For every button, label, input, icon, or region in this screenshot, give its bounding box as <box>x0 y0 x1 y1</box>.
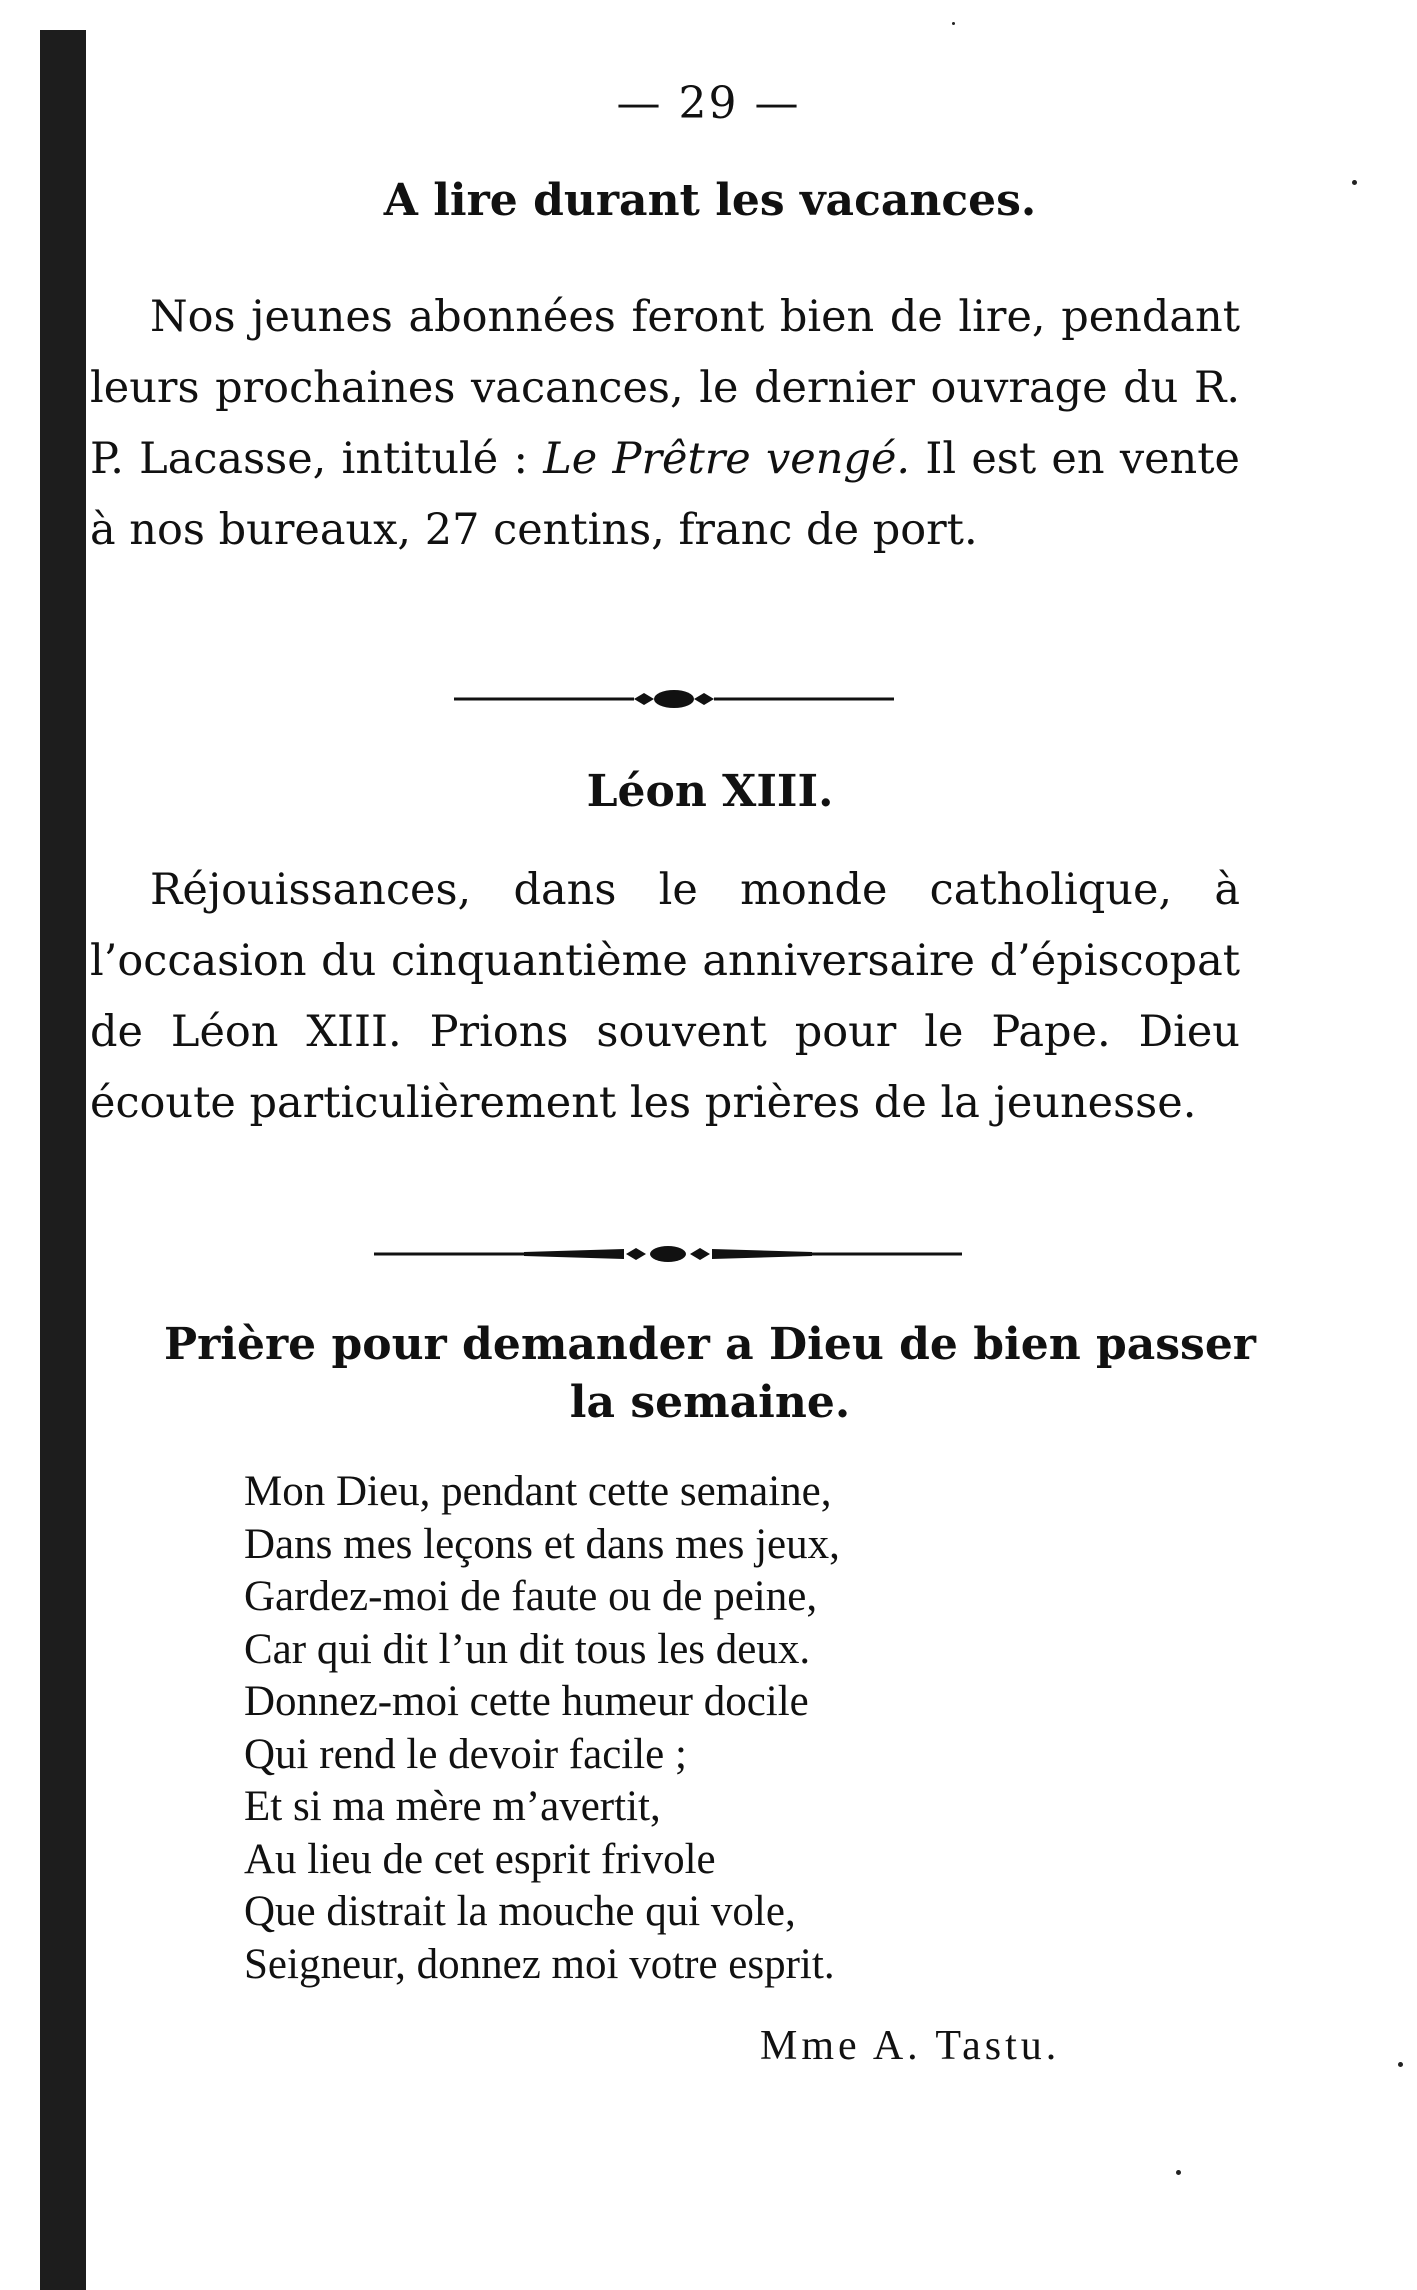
section-title-vacances: A lire durant les vacances. <box>383 175 1037 226</box>
ornament-divider <box>374 1238 962 1270</box>
ink-speck <box>1352 180 1357 185</box>
poem-line: Mon Dieu, pendant cette semaine, <box>244 1468 832 1515</box>
poem-line: Au lieu de cet esprit frivole <box>244 1835 716 1883</box>
poem-line: Et si ma mère m’avertit, <box>244 1783 661 1830</box>
poem-line: Car qui dit l’un dit tous les deux. <box>244 1625 811 1673</box>
poem-line: Qui rend le devoir facile ; <box>244 1730 687 1778</box>
paragraph-vacances-text-after: Il est en vente à nos bureaux, 27 centins, franc de port. <box>90 434 1240 555</box>
paragraph-vacances <box>90 282 1240 566</box>
poem <box>244 1466 1144 1991</box>
poem-line: Gardez-moi de faute ou de peine, <box>244 1573 818 1620</box>
book-title: Le Prêtre vengé. <box>543 434 911 484</box>
ink-speck <box>952 22 955 25</box>
poem-line: Que distrait la mouche qui vole, <box>244 1888 796 1935</box>
paragraph-leon: Réjouissances, dans le monde catholique, à l’occasion du cinquantième anniversaire d’épiscopat de Léon XIII. Prions souvent pour le Pape. Dieu écoute particulièrement les prières de la jeunesse. <box>90 865 1240 1128</box>
page-number: — 29 — <box>616 78 801 129</box>
author-signature: Mme A. Tastu. <box>760 2023 1061 2069</box>
ornament-divider <box>454 684 894 714</box>
poem-line: Seigneur, donnez moi votre esprit. <box>244 1940 835 1988</box>
paragraph-vacances-text-before: Nos jeunes abonnées feront bien de lire, pendant leurs prochaines vacances, le dernier ouvrage du R. P. Lacasse, intitulé : <box>90 292 1240 484</box>
poem-line: Dans mes leçons et dans mes jeux, <box>244 1520 840 1568</box>
ink-speck <box>1398 2062 1403 2067</box>
section-title-priere: Prière pour demander a Dieu de bien passer la semaine. <box>163 1319 1256 1428</box>
section-title-leon: Léon XIII. <box>586 766 834 817</box>
ink-speck <box>1176 2170 1181 2175</box>
poem-line: Donnez-moi cette humeur docile <box>244 1678 809 1725</box>
